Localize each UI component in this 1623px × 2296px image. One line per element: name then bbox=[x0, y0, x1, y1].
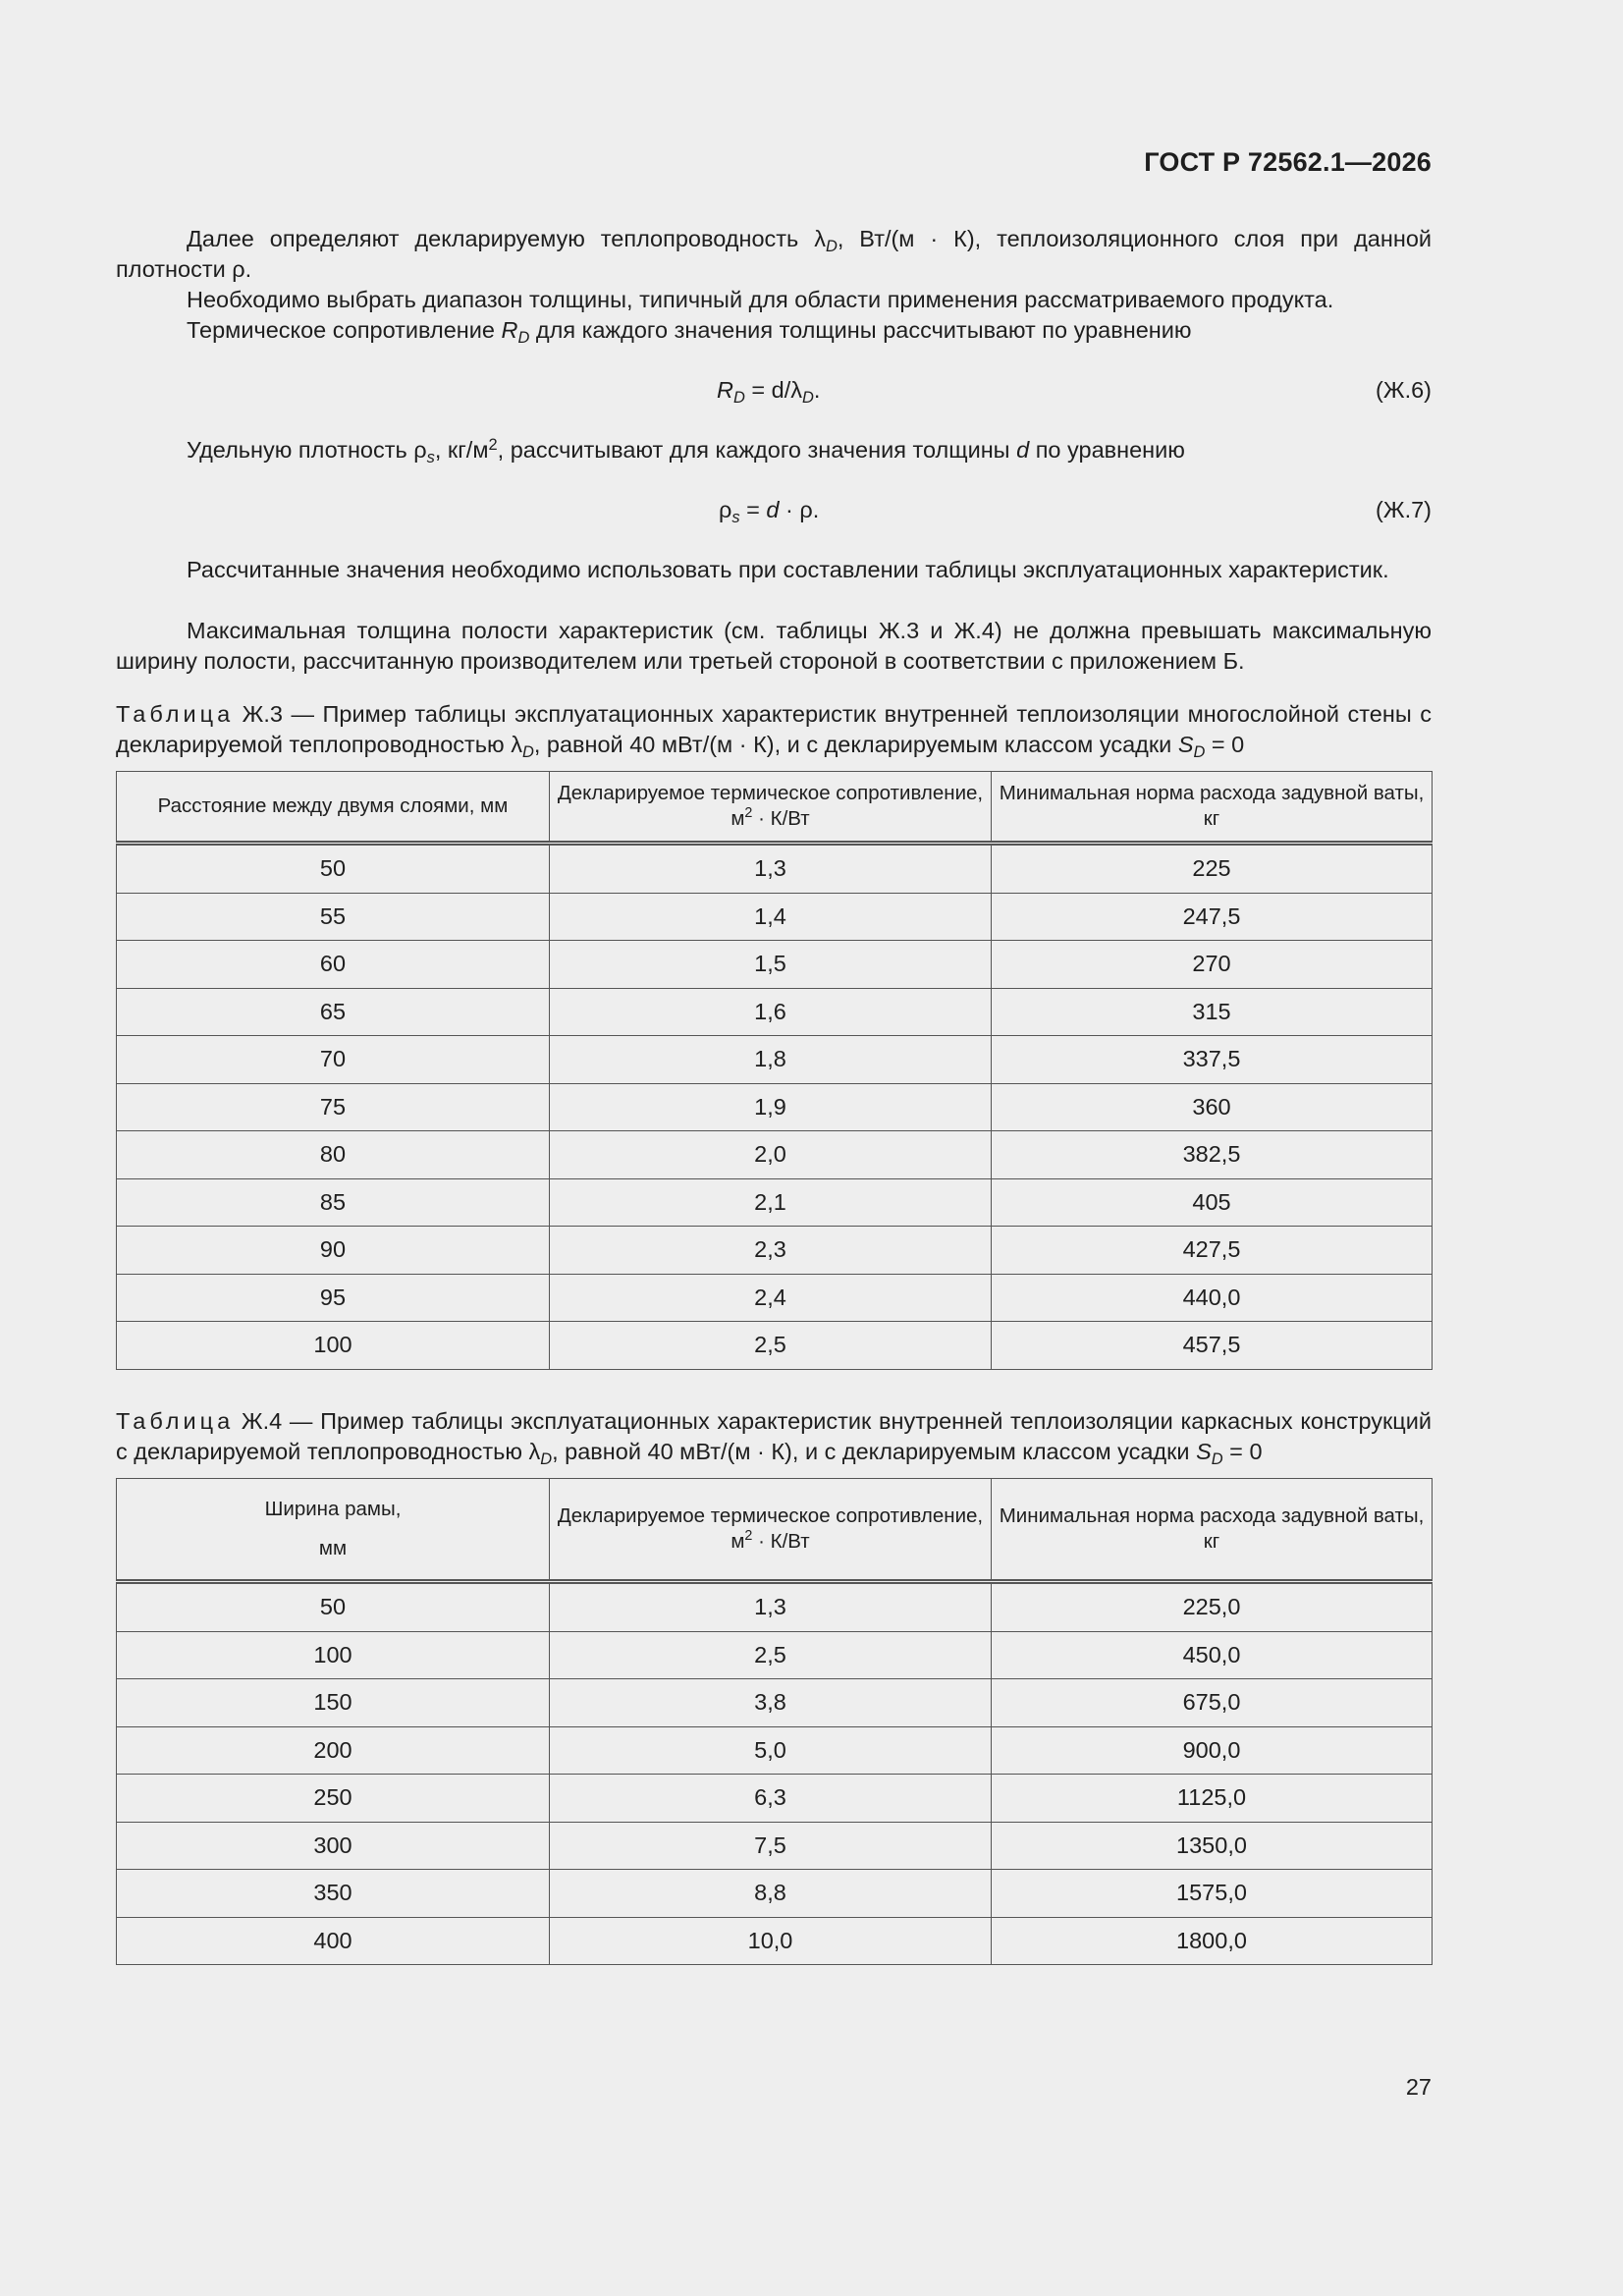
table-cell: 337,5 bbox=[992, 1036, 1433, 1084]
paragraph-calculated-values: Рассчитанные значения необходимо использовать при составлении таблицы эксплуатационных характеристик. bbox=[187, 557, 1389, 582]
table-cell: 1,3 bbox=[550, 844, 992, 894]
table-header-cell: Минимальная норма расхода задувной ваты, кг bbox=[992, 1479, 1433, 1582]
paragraph-surface-density: Удельную плотность $\rho_s$, $кг/м^2$, рассчитывают для каждого значения толщины d по уравнению bbox=[187, 436, 1185, 466]
table-cell: 457,5 bbox=[992, 1322, 1433, 1370]
table-zh4 bbox=[116, 1478, 1433, 1965]
table-cell: 400 bbox=[117, 1917, 550, 1965]
paragraph-max-thickness: Максимальная толщина полости характеристик (см. таблицы Ж.3 и Ж.4) не должна превышать максимальную ширину полости, рассчитанную производителем или третьей стороной в соответствии с приложением Б. bbox=[116, 618, 1432, 674]
table-header-cell: Расстояние между двумя слоями, мм bbox=[117, 772, 550, 844]
table-cell: 55 bbox=[117, 893, 550, 941]
table-cell: 427,5 bbox=[992, 1227, 1433, 1275]
table-header-cell: Декларируемое термическое сопротивление, $м^2 \cdot К/Вт$ bbox=[550, 772, 992, 844]
document-page bbox=[116, 0, 1432, 2296]
table-cell: 60 bbox=[117, 941, 550, 989]
table-body bbox=[117, 844, 1433, 1370]
table-cell: 250 bbox=[117, 1775, 550, 1823]
table-row bbox=[117, 844, 1433, 894]
table-row bbox=[117, 1322, 1433, 1370]
table-cell: 315 bbox=[992, 988, 1433, 1036]
table-cell: 1,5 bbox=[550, 941, 992, 989]
table-cell: 95 bbox=[117, 1274, 550, 1322]
formula-number: (Ж.7) bbox=[1376, 497, 1432, 522]
table-row bbox=[117, 1822, 1433, 1870]
table-cell: 225,0 bbox=[992, 1582, 1433, 1632]
table-row bbox=[117, 1631, 1433, 1679]
table-cell: 50 bbox=[117, 1582, 550, 1632]
table-cell: 1,6 bbox=[550, 988, 992, 1036]
table-row bbox=[117, 1582, 1433, 1632]
table-cell: 450,0 bbox=[992, 1631, 1433, 1679]
table-cell: 200 bbox=[117, 1726, 550, 1775]
table-zh4-caption: Таблица Ж.4 — Пример таблицы эксплуатационных характеристик внутренней теплоизоляции каркасных конструкций с декларируемой теплопроводностью $\lambda_D$, равной 40 мВт/(м · К), и с декларируемым классом усадки $S_D = 0$ bbox=[116, 1408, 1432, 1468]
table-cell: 1125,0 bbox=[992, 1775, 1433, 1823]
table-header-cell: Ширина рамы, мм bbox=[117, 1479, 550, 1582]
table-row bbox=[117, 1036, 1433, 1084]
table-zh3-caption: Таблица Ж.3 — Пример таблицы эксплуатационных характеристик внутренней теплоизоляции многослойной стены с декларируемой теплопроводностью $\lambda_D$, равной 40 мВт/(м · К), и с декларируемым классом усадки $S_D = 0$ bbox=[116, 701, 1432, 761]
table-cell: 675,0 bbox=[992, 1679, 1433, 1727]
table-cell: 382,5 bbox=[992, 1131, 1433, 1179]
table-row bbox=[117, 1274, 1433, 1322]
document-id: ГОСТ Р 72562.1—2026 bbox=[1144, 147, 1432, 177]
table-header-cell: Декларируемое термическое сопротивление, $м^2 \cdot К/Вт$ bbox=[550, 1479, 992, 1582]
table-cell: 1350,0 bbox=[992, 1822, 1433, 1870]
table-row bbox=[117, 1679, 1433, 1727]
formula-zh7 bbox=[116, 494, 1432, 525]
table-body bbox=[117, 1582, 1433, 1965]
table-cell: 70 bbox=[117, 1036, 550, 1084]
formula-expression: $\rho_s = d \cdot \rho$. bbox=[719, 497, 820, 526]
table-cell: 75 bbox=[117, 1083, 550, 1131]
page-number: 27 bbox=[1405, 2074, 1432, 2100]
paragraph-thermal-conductivity: Далее определяют декларируемую теплопроводность $\lambda_D$, Вт/(м · К), теплоизоляционного слоя при данной плотности ρ. bbox=[116, 226, 1433, 282]
formula-number: (Ж.6) bbox=[1376, 377, 1432, 403]
table-cell: 85 bbox=[117, 1178, 550, 1227]
table-cell: 65 bbox=[117, 988, 550, 1036]
table-header-cell: Минимальная норма расхода задувной ваты, кг bbox=[992, 772, 1433, 844]
table-cell: 90 bbox=[117, 1227, 550, 1275]
table-cell: 405 bbox=[992, 1178, 1433, 1227]
table-cell: 2,5 bbox=[550, 1631, 992, 1679]
table-cell: 10,0 bbox=[550, 1917, 992, 1965]
table-cell: 100 bbox=[117, 1322, 550, 1370]
paragraph-thermal-resistance: Термическое сопротивление $R_D$ для каждого значения толщины рассчитывают по уравнению bbox=[187, 317, 1192, 347]
table-row bbox=[117, 941, 1433, 989]
table-cell: 1,8 bbox=[550, 1036, 992, 1084]
table-cell: 2,3 bbox=[550, 1227, 992, 1275]
table-cell: 6,3 bbox=[550, 1775, 992, 1823]
table-row bbox=[117, 1775, 1433, 1823]
formula-expression: $R_D = d/\lambda_D$. bbox=[717, 377, 821, 407]
table-cell: 5,0 bbox=[550, 1726, 992, 1775]
table-cell: 7,5 bbox=[550, 1822, 992, 1870]
table-row bbox=[117, 1178, 1433, 1227]
table-cell: 100 bbox=[117, 1631, 550, 1679]
table-cell: 80 bbox=[117, 1131, 550, 1179]
formula-zh6 bbox=[116, 374, 1432, 406]
table-cell: 3,8 bbox=[550, 1679, 992, 1727]
table-cell: 900,0 bbox=[992, 1726, 1433, 1775]
table-cell: 247,5 bbox=[992, 893, 1433, 941]
table-zh3 bbox=[116, 771, 1433, 1370]
table-row bbox=[117, 1726, 1433, 1775]
table-cell: 50 bbox=[117, 844, 550, 894]
table-cell: 1,9 bbox=[550, 1083, 992, 1131]
table-cell: 8,8 bbox=[550, 1870, 992, 1918]
table-row bbox=[117, 1227, 1433, 1275]
table-row bbox=[117, 988, 1433, 1036]
table-row bbox=[117, 893, 1433, 941]
table-cell: 1,4 bbox=[550, 893, 992, 941]
table-cell: 1800,0 bbox=[992, 1917, 1433, 1965]
table-cell: 360 bbox=[992, 1083, 1433, 1131]
table-cell: 1575,0 bbox=[992, 1870, 1433, 1918]
table-row bbox=[117, 1917, 1433, 1965]
table-cell: 2,1 bbox=[550, 1178, 992, 1227]
table-cell: 2,0 bbox=[550, 1131, 992, 1179]
table-cell: 1,3 bbox=[550, 1582, 992, 1632]
table-cell: 350 bbox=[117, 1870, 550, 1918]
table-cell: 150 bbox=[117, 1679, 550, 1727]
table-row bbox=[117, 1131, 1433, 1179]
table-cell: 440,0 bbox=[992, 1274, 1433, 1322]
table-cell: 2,4 bbox=[550, 1274, 992, 1322]
table-row bbox=[117, 1870, 1433, 1918]
table-cell: 300 bbox=[117, 1822, 550, 1870]
table-cell: 2,5 bbox=[550, 1322, 992, 1370]
table-cell: 225 bbox=[992, 844, 1433, 894]
table-row bbox=[117, 1083, 1433, 1131]
table-cell: 270 bbox=[992, 941, 1433, 989]
paragraph-thickness-range: Необходимо выбрать диапазон толщины, типичный для области применения рассматриваемого продукта. bbox=[187, 287, 1334, 312]
